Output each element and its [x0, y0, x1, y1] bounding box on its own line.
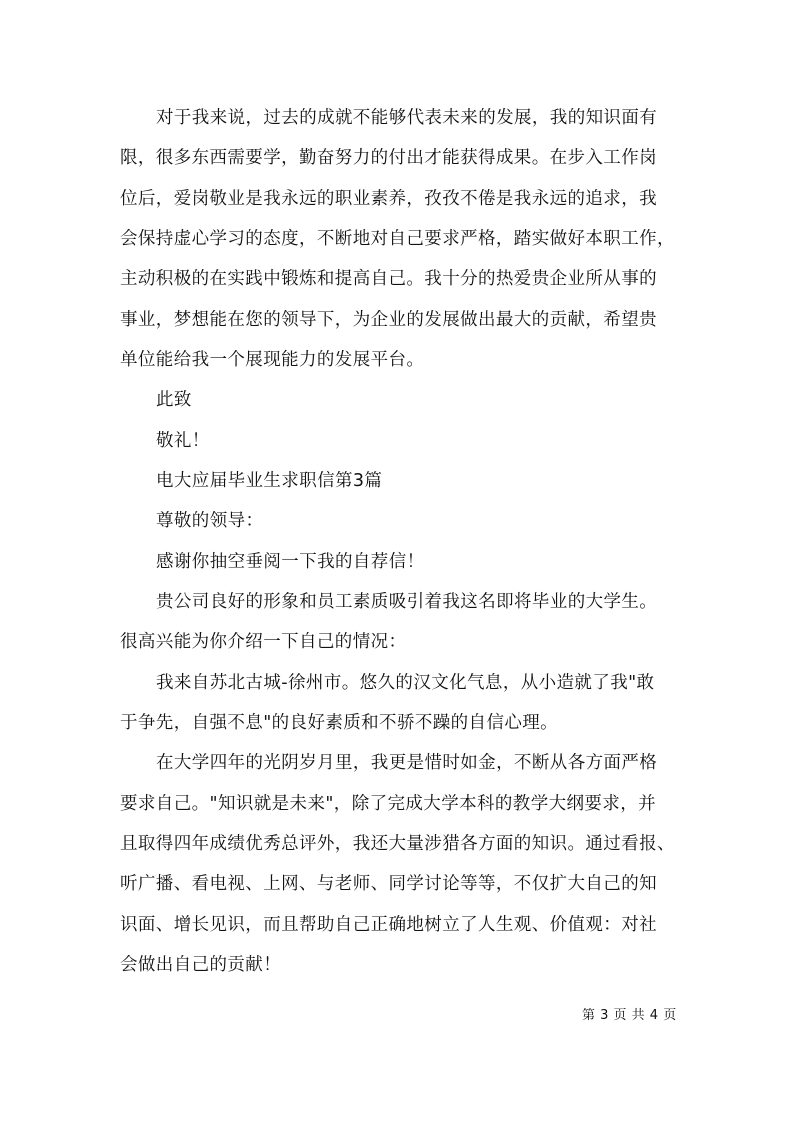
paragraph-1-line-3: 位后，爱岗敬业是我永远的职业素养，孜孜不倦是我永远的追求，我	[120, 189, 657, 209]
paragraph-4-line-5: 识面、增长见识，而且帮助自己正确地树立了人生观、价值观：对社	[120, 915, 657, 935]
paragraph-1-line-4: 会保持虚心学习的态度，不断地对自己要求严格，踏实做好本职工作，	[120, 229, 675, 249]
paragraph-3-line-1: 我来自苏北古城-徐州市。悠久的汉文化气息，从小造就了我"敢	[156, 673, 655, 693]
paragraph-3-line-2: 于争先，自强不息"的良好素质和不骄不躁的自信心理。	[120, 713, 559, 733]
closing-line-1: 此致	[156, 390, 192, 410]
paragraph-4-line-2: 要求自己。"知识就是未来"，除了完成大学本科的教学大纲要求，并	[120, 794, 656, 814]
paragraph-4-line-3: 且取得四年成绩优秀总评外，我还大量涉猎各方面的知识。通过看报、	[120, 834, 675, 854]
salutation: 尊敬的领导：	[156, 511, 264, 531]
paragraph-1-line-7: 单位能给我一个展现能力的发展平台。	[120, 350, 425, 370]
page-footer: 第 3 页 共 4 页	[582, 1008, 677, 1023]
paragraph-4-line-6: 会做出自己的贡献！	[120, 955, 282, 975]
letter-heading: 电大应届毕业生求职信第3篇	[156, 471, 383, 491]
closing-line-2: 敬礼！	[156, 431, 210, 451]
paragraph-4-line-1: 在大学四年的光阴岁月里，我更是惜时如金，不断从各方面严格	[156, 753, 658, 773]
paragraph-1-line-2: 限，很多东西需要学，勤奋努力的付出才能获得成果。在步入工作岗	[120, 148, 657, 168]
paragraph-2-line-1: 贵公司良好的形象和员工素质吸引着我这名即将毕业的大学生。	[156, 592, 658, 612]
paragraph-1-line-6: 事业，梦想能在您的领导下，为企业的发展做出最大的贡献，希望贵	[120, 310, 657, 330]
paragraph-1-line-1: 对于我来说，过去的成就不能够代表未来的发展，我的知识面有	[156, 108, 658, 128]
paragraph-2-line-2: 很高兴能为你介绍一下自己的情况：	[120, 632, 407, 652]
thanks-line: 感谢你抽空垂阅一下我的自荐信！	[156, 552, 425, 572]
paragraph-4-line-4: 听广播、看电视、上网、与老师、同学讨论等等，不仅扩大自己的知	[120, 874, 657, 894]
paragraph-1-line-5: 主动积极的在实践中锻炼和提高自己。我十分的热爱贵企业所从事的	[120, 269, 657, 289]
